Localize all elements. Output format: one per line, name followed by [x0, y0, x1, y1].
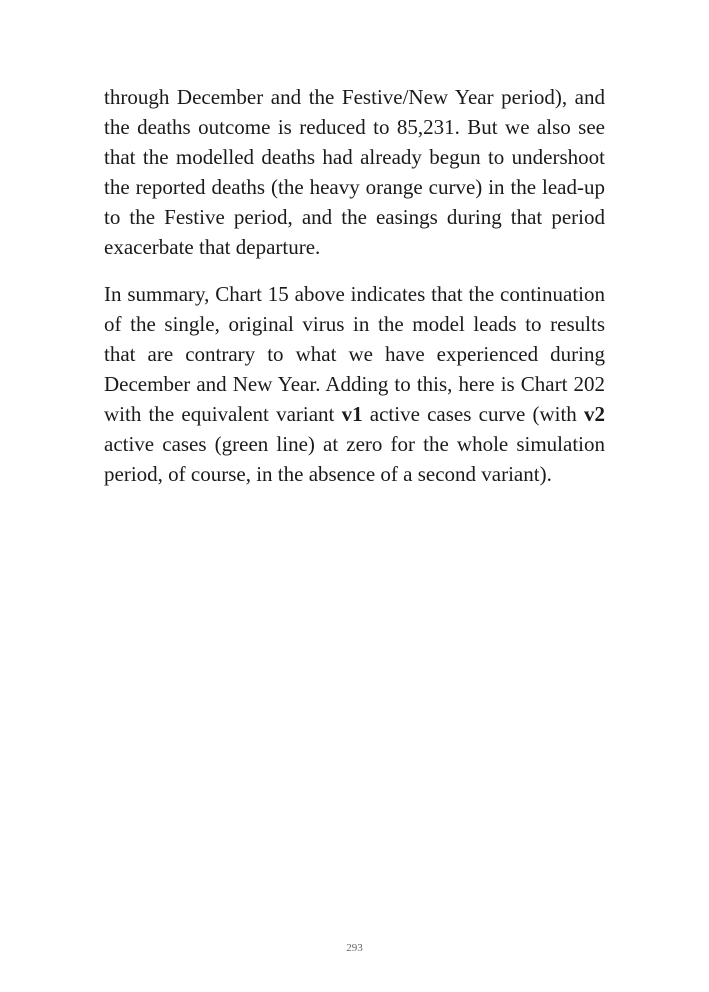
page-number: 293 — [346, 942, 363, 954]
body-text — [104, 82, 605, 489]
paragraph-1-text: through December and the Festive/New Year period), and the deaths outcome is reduced to 85,231. But we also see that the modelled deaths had already begun to undershoot the reported deaths (the heavy orange curve) in the lead-up to the Festive period, and the easings during that period exacerbate that departure. — [104, 85, 605, 259]
variant-v1-label: v1 — [341, 402, 363, 426]
paragraph-1 — [104, 82, 605, 262]
paragraph-2-text-a: In summary, Chart 15 above indicates that the continuation of the single, original virus in the model leads to results that are contrary to what we have experienced during December and New Year. Adding to this, here is Chart 202 with the equivalent variant — [104, 282, 605, 426]
paragraph-2-text-b: active cases curve (with — [362, 402, 584, 426]
paragraph-2 — [104, 279, 605, 489]
variant-v2-label: v2 — [584, 402, 605, 426]
paragraph-2-text-c: active cases (green line) at zero for the whole simulation period, of course, in the absence of a second variant). — [104, 432, 605, 486]
